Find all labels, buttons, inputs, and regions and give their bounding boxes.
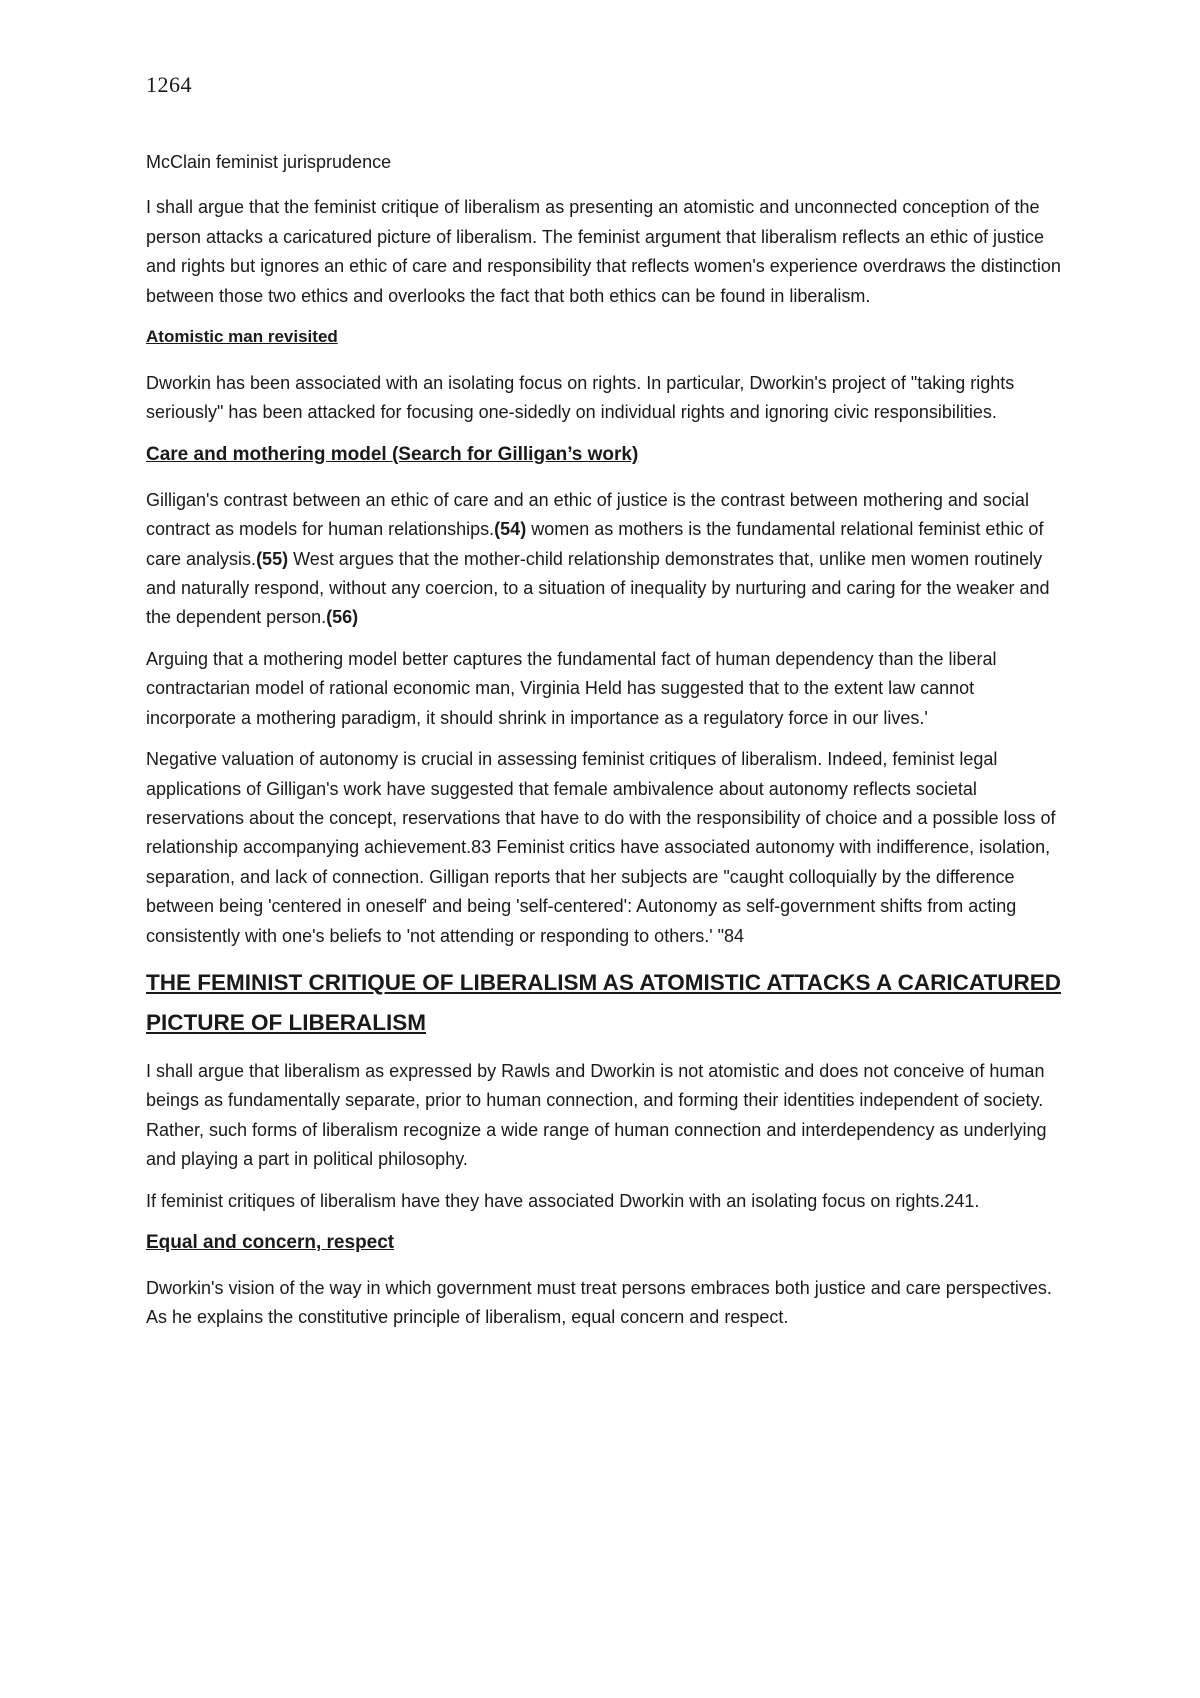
paragraph-equal-concern: Dworkin's vision of the way in which government must treat persons embraces both justice and care perspectives. As he explains the constitutive principle of liberalism, equal concern and respect. bbox=[146, 1277, 1052, 1328]
paragraph-dworkin: Dworkin has been associated with an isolating focus on rights. In particular, Dworkin's project of "taking rights seriously" has been attacked for focusing one-sidedly on individual rights and ignoring civic responsibilities. bbox=[146, 373, 1015, 423]
footnote-ref-54: (54) bbox=[494, 519, 527, 540]
paragraph-held: Arguing that a mothering model better captures the fundamental fact of human dependency than the liberal contractarian model of rational economic man, Virginia Held has suggested that to the extent law cannot incorporate a mothering paradigm, it should shrink in importance as a regulatory force in our lives.' bbox=[146, 648, 997, 728]
gilligan-text-2: women as mothers is the fundamental relational feminist ethic of care analysis. bbox=[146, 519, 1044, 569]
paragraph-gilligan bbox=[146, 486, 1066, 633]
paragraph-isolating-focus: If feminist critiques of liberalism have they have associated Dworkin with an isolating focus on rights.241. bbox=[146, 1190, 980, 1211]
heading-equal-concern: Equal and concern, respect bbox=[146, 1231, 395, 1253]
gilligan-text-3: West argues that the mother-child relationship demonstrates that, unlike men women routinely and naturally respond, without any coercion, to a situation of inequality by nurturing and caring for the weaker and the dependent person. bbox=[146, 548, 1050, 628]
footnote-ref-55: (55) bbox=[256, 548, 289, 569]
footnote-ref-56: (56) bbox=[326, 607, 359, 628]
gilligan-text-1: Gilligan's contrast between an ethic of care and an ethic of justice is the contrast between mothering and social contract as models for human relationships. bbox=[146, 489, 1029, 540]
paragraph-intro: I shall argue that the feminist critique of liberalism as presenting an atomistic and unconnected conception of the person attacks a caricatured picture of liberalism. The feminist argument that liberalism reflects an ethic of justice and rights but ignores an ethic of care and responsibility that reflects women's experience overdraws the distinction between those two ethics and overlooks the fact that both ethics can be found in liberalism. bbox=[146, 197, 1061, 306]
paragraph-rawls-dworkin: I shall argue that liberalism as expressed by Rawls and Dworkin is not atomistic and does not conceive of human beings as fundamentally separate, prior to human connection, and forming their identities independent of society. Rather, such forms of liberalism recognize a wide range of human connection and interdependency as underlying and playing a part in political philosophy. bbox=[146, 1060, 1047, 1170]
document-subtitle: McClain feminist jurisprudence bbox=[146, 152, 392, 172]
paragraph-autonomy: Negative valuation of autonomy is crucial in assessing feminist critiques of liberalism. Indeed, feminist legal applications of Gilligan's work have suggested that female ambivalence about autonomy reflects societal reservations about the concept, reservations that have to do with the responsibility of choice and a possible loss of relationship accompanying achievement.83 Feminist critics have associated autonomy with indifference, isolation, separation, and lack of connection. Gilligan reports that her subjects are "caught colloquially by the difference between being 'centered in oneself' and being 'self-centered': Autonomy as self-government shifts from acting consistently with one's beliefs to 'not attending or responding to others.' "84 bbox=[146, 749, 1056, 946]
document-content bbox=[146, 70, 1066, 1345]
heading-care-mothering: Care and mothering model (Search for Gilligan’s work) bbox=[146, 443, 639, 465]
page-number: 1264 bbox=[146, 72, 192, 97]
heading-atomistic-man: Atomistic man revisited bbox=[146, 327, 338, 347]
heading-feminist-critique: THE FEMINIST CRITIQUE OF LIBERALISM AS ATOMISTIC ATTACKS A CARICATURED PICTURE OF LIBERALISM bbox=[146, 969, 1061, 1035]
